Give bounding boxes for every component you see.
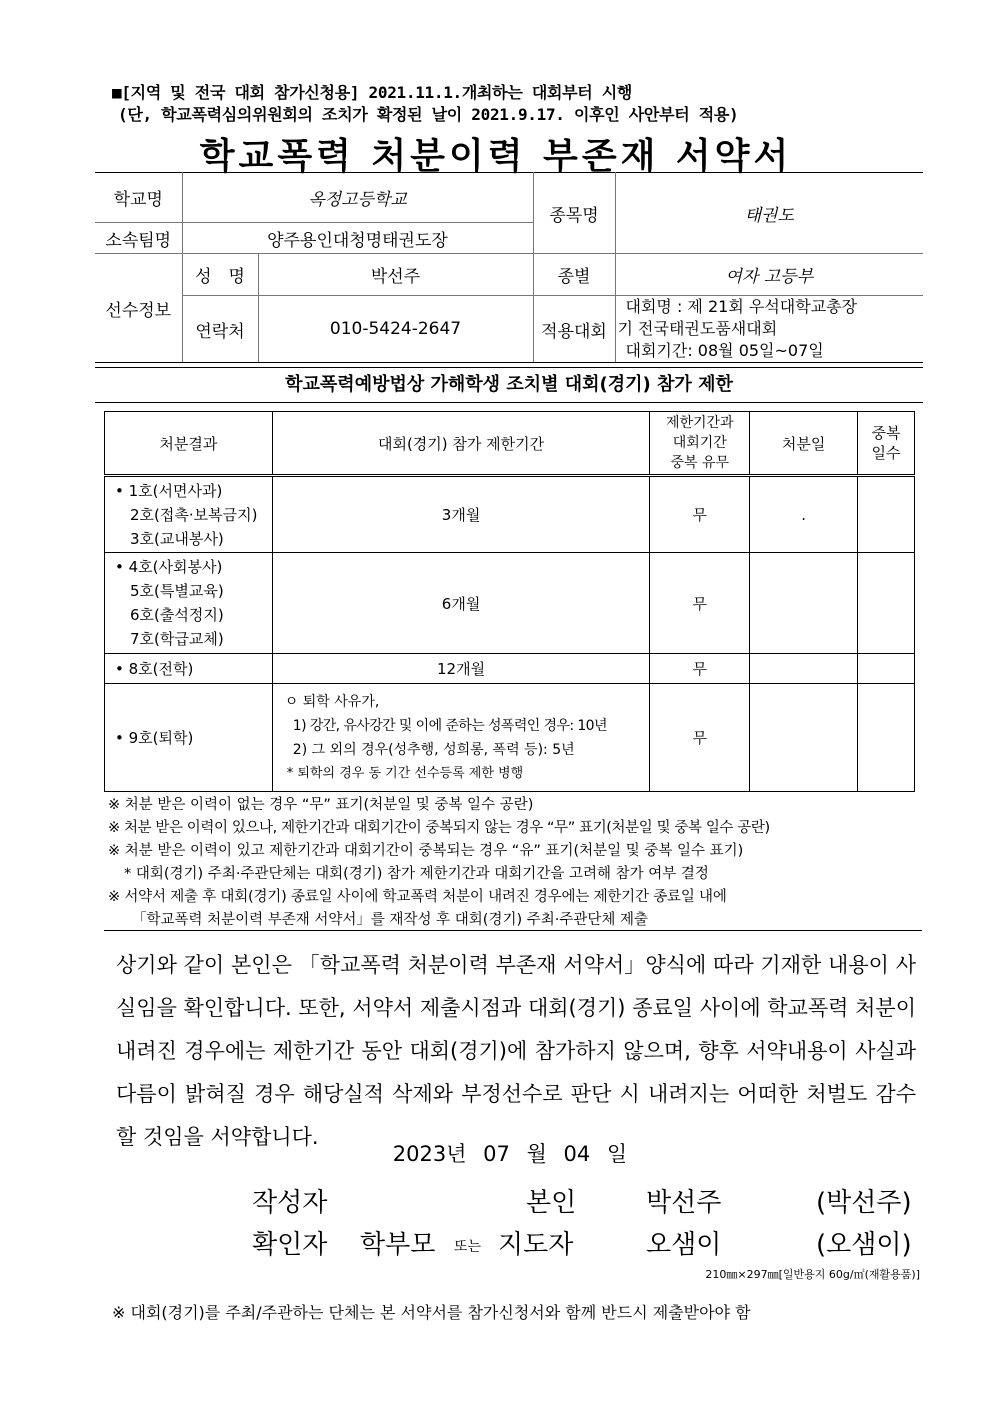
pledge-text: 상기와 같이 본인은 「학교폭력 처분이력 부존재 서약서」양식에 따라 기재한 내용이 사실임을 확인합니다. 또한, 서약서 제출시점과 대회(경기) 종료일 사이에 학교폭력 처분이 내려진 경우에는 제한기간 동안 대회(경기)에 참가하지 않으며, 향후 서약내용이 사실과 다름이 밝혀질 경우 해당실적 삭제와 부정선수로 판단 시 내려지는 어떠한 처벌도 감수할 것임을 서약합니다. [116, 953, 916, 1149]
restriction-table [104, 411, 915, 792]
category-label: 종별 [533, 254, 615, 296]
sign-date: 2023년 07 월 04 일 [392, 1142, 628, 1166]
confirmer-role-parent: 학부모 [360, 1230, 436, 1260]
notes [108, 794, 938, 932]
apply-line-2: 기 전국태권도품새대회 [617, 319, 778, 338]
table-row [105, 553, 915, 654]
team-label: 소속팀명 [95, 223, 182, 254]
contact-value: 010-5424-2647 [258, 296, 533, 363]
table-row [105, 476, 915, 553]
page-title: 학교폭력 처분이력 부존재 서약서 [199, 136, 793, 177]
expel-line: ㅇ 퇴학 사유가, [284, 693, 380, 710]
contact-label: 연락처 [182, 296, 258, 363]
writer-role: 본인 [526, 1188, 577, 1218]
col-header-date: 처분일 [750, 412, 858, 476]
event-label: 종목명 [533, 173, 615, 254]
event-value: 태권도 [615, 173, 923, 254]
name-value: 박선주 [258, 254, 533, 296]
col-header-period: 대회(경기) 참가 제한기간 [272, 412, 650, 476]
expel-line: 1) 강간, 유사강간 및 이에 준하는 성폭력인 경우: 10년 [292, 717, 607, 734]
note-item: * 대회(경기) 주최·주관단체는 대회(경기) 참가 제한기간과 대회기간을 고려해 참가 여부 결정 [124, 866, 709, 882]
school-value: 옥정고등학교 [182, 173, 533, 223]
expel-description [272, 684, 650, 792]
col-header-result: 처분결과 [105, 412, 273, 476]
writer-name: 박선주 [646, 1188, 722, 1218]
note-item: ※ 처분 받은 이력이 없는 경우 “무” 표기(처분일 및 중복 일수 공란) [108, 797, 534, 813]
date-cell [750, 684, 858, 792]
overlap-cell: 무 [650, 684, 750, 792]
note-item: ※ 처분 받은 이력이 있으나, 제한기간과 대회기간이 중복되지 않는 경우 “무” 표기(처분일 및 중복 일수 공란) [108, 820, 770, 836]
restriction-subtitle: 학교폭력예방법상 가해학생 조치별 대회(경기) 참가 제한 [95, 367, 923, 403]
date-cell: . [750, 476, 858, 553]
confirmer-or: 또는 [454, 1239, 482, 1255]
table-row [105, 684, 915, 792]
expel-line: * 퇴학의 경우 동 기간 선수등록 제한 병행 [286, 765, 524, 781]
apply-line-3: 대회기간: 08월 05일~07일 [625, 341, 824, 360]
team-value: 양주용인대청명태권도장 [182, 223, 533, 254]
confirmer-name: 오샘이 [646, 1230, 722, 1260]
apply-label: 적용대회 [533, 296, 615, 363]
period-cell: 6개월 [272, 553, 650, 654]
apply-competition [615, 296, 923, 363]
note-item: ※ 처분 받은 이력이 있고 제한기간과 대회기간이 중복되는 경우 “유” 표기(처분일 및 중복 일수 표기) [108, 843, 744, 859]
overlap-cell: 무 [650, 476, 750, 553]
period-cell: 12개월 [272, 654, 650, 684]
overlap-cell: 무 [650, 553, 750, 654]
days-cell [858, 654, 915, 684]
writer-signature: (박선주) [816, 1188, 912, 1218]
col-header-days: 중복 일수 [858, 412, 915, 476]
writer-label: 작성자 [252, 1188, 328, 1218]
result-cell: • 8호(전학) [105, 654, 273, 684]
footer-note: ※ 대회(경기)를 주최/주관하는 단체는 본 서약서를 참가신청서와 함께 반드시 제출받아야 함 [112, 1303, 751, 1322]
days-cell [858, 553, 915, 654]
player-info-label: 선수정보 [95, 254, 182, 363]
apply-line-1: 대회명 : 제 21회 우석대학교총장 [625, 297, 858, 316]
separator-line [104, 930, 922, 931]
result-cell: • 4호(사회봉사) 5호(특별교육) 6호(출석정지) 7호(학급교체) [105, 553, 273, 654]
period-cell: 3개월 [272, 476, 650, 553]
days-cell [858, 476, 915, 553]
result-cell: • 1호(서면사과) 2호(접촉·보복금지) 3호(교내봉사) [105, 476, 273, 553]
category-value: 여자 고등부 [615, 254, 923, 296]
date-cell [750, 654, 858, 684]
name-label: 성 명 [182, 254, 258, 296]
player-info-table [95, 172, 923, 363]
expel-line: 2) 그 외의 경우(성추행, 성희롱, 폭력 등): 5년 [292, 741, 575, 758]
overlap-cell: 무 [650, 654, 750, 684]
confirmer-signature: (오샘이) [816, 1230, 912, 1260]
date-cell [750, 553, 858, 654]
confirmer-role-coach: 지도자 [498, 1230, 574, 1260]
note-item: ※ 서약서 제출 후 대회(경기) 종료일 사이에 학교폭력 처분이 내려진 경우에는 제한기간 종료일 내에 [108, 889, 727, 905]
table-row [105, 654, 915, 684]
days-cell [858, 684, 915, 792]
paper-spec: 210㎜×297㎜[일반용지 60g/㎡(재활용품)] [705, 1268, 920, 1281]
confirmer-label: 확인자 [252, 1230, 328, 1260]
result-cell: • 9호(퇴학) [105, 684, 273, 792]
col-header-overlap: 제한기간과 대회기간 중복 유무 [650, 412, 750, 476]
note-item: 「학교폭력 처분이력 부존재 서약서」를 재작성 후 대회(경기) 주최·주관단체 제출 [132, 912, 649, 928]
school-label: 학교명 [95, 173, 182, 223]
header-line-2: (단, 학교폭력심의위원회의 조치가 확정된 날이 2021.9.17. 이후인 사안부터 적용) [118, 105, 739, 124]
header-line-1: ■[지역 및 전국 대회 참가신청용] 2021.11.1.개최하는 대회부터 시행 [112, 83, 633, 102]
